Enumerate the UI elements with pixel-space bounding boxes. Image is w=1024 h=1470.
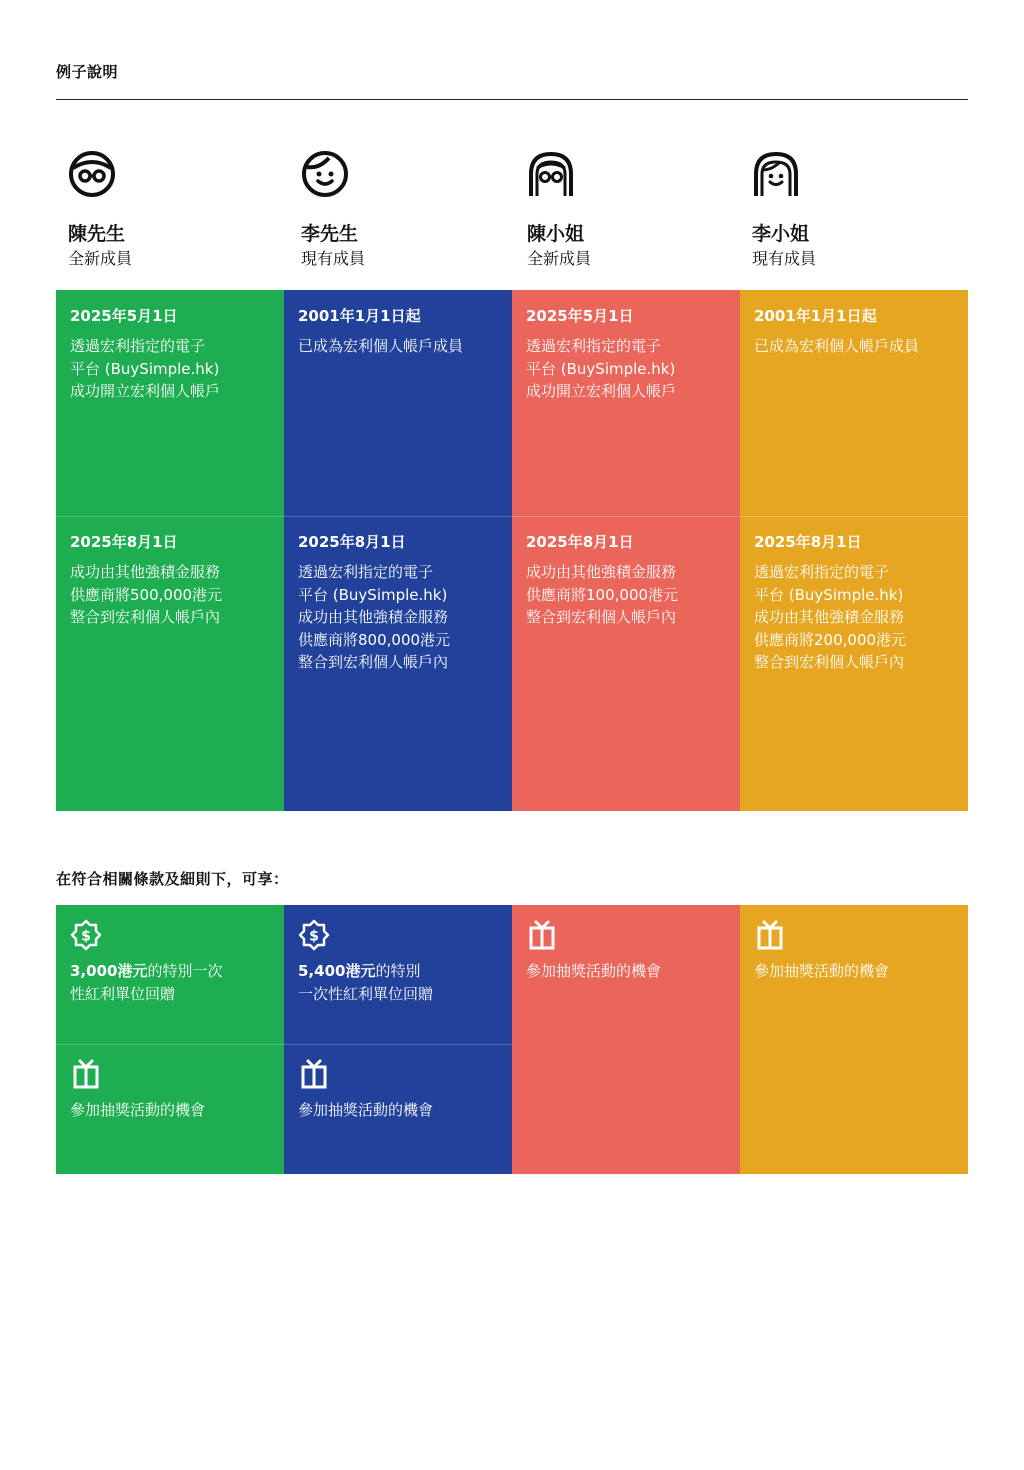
title-divider xyxy=(56,99,968,100)
person-name: 陳先生 xyxy=(68,223,126,245)
page-title: 例子說明 xyxy=(56,63,119,81)
timeline-date: 2025年5月1日 xyxy=(526,307,634,325)
person-chan-mr xyxy=(68,150,288,270)
timeline-date: 2025年5月1日 xyxy=(70,307,178,325)
timeline-cell-lee-ms-transfer xyxy=(740,516,968,811)
person-lee-mr xyxy=(301,150,521,270)
woman-smile-icon xyxy=(752,150,800,198)
bonus-text: 的特別 一次性紅利單位回贈 xyxy=(298,962,434,1003)
person-lee-ms xyxy=(752,150,972,270)
gift-icon xyxy=(298,1058,330,1090)
timeline-cell-chan-mr-open xyxy=(56,290,284,516)
gift-icon xyxy=(70,1058,102,1090)
benefit-green-draw xyxy=(56,1044,284,1174)
person-status: 全新成員 xyxy=(68,249,133,268)
person-status: 現有成員 xyxy=(301,249,366,268)
person-name: 李先生 xyxy=(301,223,359,245)
draw-text: 參加抽獎活動的機會 xyxy=(298,1101,434,1119)
timeline-cell-lee-mr-member xyxy=(284,290,512,516)
timeline-text: 透過宏利指定的電子 平台 (BuySimple.hk) 成功由其他強積金服務 供應商將800,000港元 整合到宏利個人帳戶內 xyxy=(298,563,451,671)
timeline-text: 透過宏利指定的電子 平台 (BuySimple.hk) 成功由其他強積金服務 供應商將200,000港元 整合到宏利個人帳戶內 xyxy=(754,563,907,671)
timeline-date: 2001年1月1日起 xyxy=(754,307,877,325)
benefits-title: 在符合相關條款及細則下，可享： xyxy=(56,870,289,888)
draw-text: 參加抽獎活動的機會 xyxy=(526,962,662,980)
gift-icon xyxy=(526,919,558,951)
timeline-cell-chan-mr-transfer xyxy=(56,516,284,811)
svg-text:$: $ xyxy=(81,928,91,945)
timeline-text: 透過宏利指定的電子 平台 (BuySimple.hk) 成功開立宏利個人帳戶 xyxy=(70,337,221,400)
bonus-amount: 3,000港元 xyxy=(70,962,148,980)
draw-text: 參加抽獎活動的機會 xyxy=(754,962,890,980)
person-chan-ms xyxy=(527,150,747,270)
dollar-badge-icon xyxy=(70,919,102,951)
timeline-text: 已成為宏利個人帳戶成員 xyxy=(298,337,464,355)
dollar-badge-icon xyxy=(298,919,330,951)
benefit-blue-bonus xyxy=(284,905,512,1044)
timeline-date: 2025年8月1日 xyxy=(526,533,634,551)
timeline-cell-chan-ms-transfer xyxy=(512,516,740,811)
person-status: 現有成員 xyxy=(752,249,817,268)
timeline-date: 2025年8月1日 xyxy=(298,533,406,551)
benefit-blue-draw xyxy=(284,1044,512,1174)
man-glasses-icon xyxy=(68,150,116,198)
timeline-text: 成功由其他強積金服務 供應商將100,000港元 整合到宏利個人帳戶內 xyxy=(526,563,679,626)
benefit-green-bonus xyxy=(56,905,284,1044)
benefit-divider xyxy=(56,1044,512,1045)
timeline-date: 2025年8月1日 xyxy=(754,533,862,551)
benefit-orange-draw xyxy=(740,905,968,1174)
timeline-text: 已成為宏利個人帳戶成員 xyxy=(754,337,920,355)
row-divider xyxy=(56,516,968,517)
man-smile-icon xyxy=(301,150,349,198)
timeline-cell-lee-ms-member xyxy=(740,290,968,516)
gift-icon xyxy=(754,919,786,951)
timeline-text: 透過宏利指定的電子 平台 (BuySimple.hk) 成功開立宏利個人帳戶 xyxy=(526,337,677,400)
timeline-text: 成功由其他強積金服務 供應商將500,000港元 整合到宏利個人帳戶內 xyxy=(70,563,223,626)
woman-glasses-icon xyxy=(527,150,575,198)
timeline-date: 2025年8月1日 xyxy=(70,533,178,551)
benefit-coral-draw xyxy=(512,905,740,1174)
timeline-date: 2001年1月1日起 xyxy=(298,307,421,325)
bonus-amount: 5,400港元 xyxy=(298,962,376,980)
timeline-cell-lee-mr-transfer xyxy=(284,516,512,811)
bonus-text: 的特別一次 性紅利單位回贈 xyxy=(70,962,223,1003)
person-name: 李小姐 xyxy=(752,223,810,245)
draw-text: 參加抽獎活動的機會 xyxy=(70,1101,206,1119)
timeline-cell-chan-ms-open xyxy=(512,290,740,516)
person-name: 陳小姐 xyxy=(527,223,585,245)
person-status: 全新成員 xyxy=(527,249,592,268)
svg-text:$: $ xyxy=(309,928,319,945)
